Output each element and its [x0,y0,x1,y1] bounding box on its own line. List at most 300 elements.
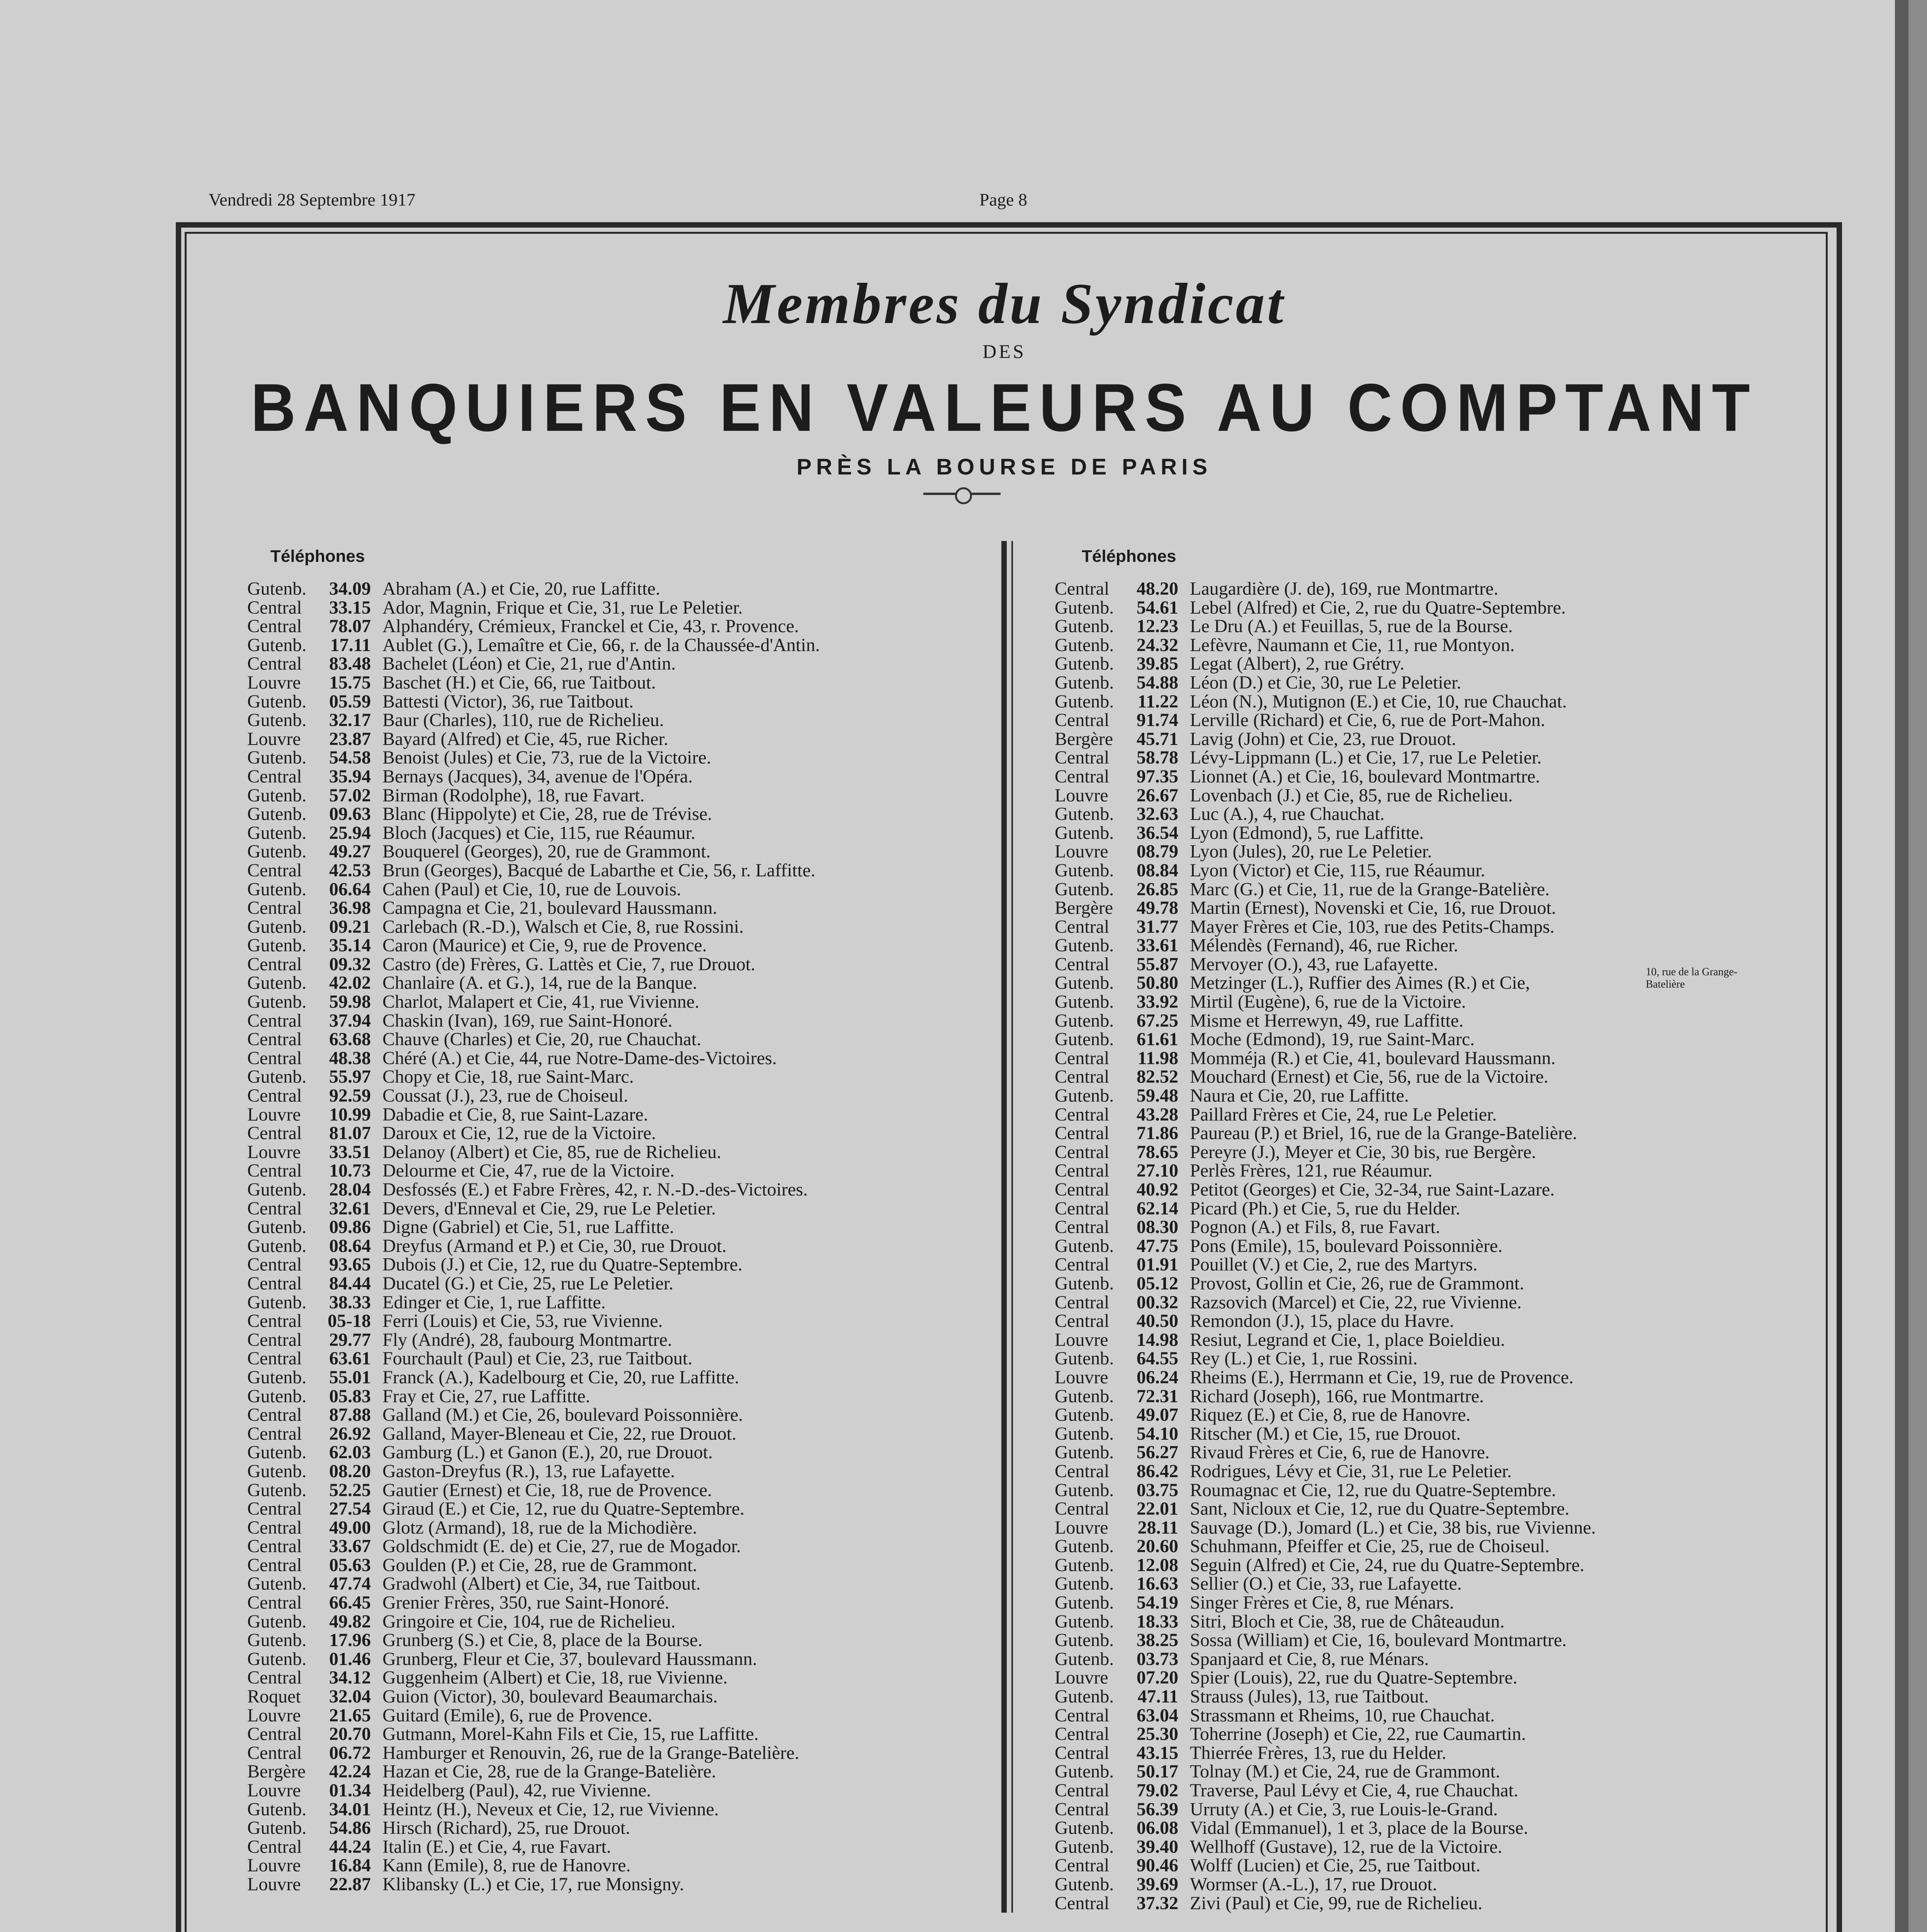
member-number: 49.27 [329,841,371,862]
member-number: 00.32 [1137,1292,1178,1313]
member-number: 35.14 [329,935,371,956]
member-number: 38.33 [329,1292,371,1313]
member-entry: Chopy et Cie, 18, rue Saint-Marc. [382,1066,634,1087]
member-exchange: Central [1055,1461,1110,1481]
member-exchange: Louvre [1055,1517,1108,1538]
member-number: 21.65 [329,1705,371,1726]
member-entry: Sossa (William) et Cie, 16, boulevard Montmartre. [1190,1630,1567,1651]
member-row [247,1143,820,1162]
member-row [247,1312,820,1331]
member-number: 05.83 [329,1386,371,1406]
member-entry: Bachelet (Léon) et Cie, 21, rue d'Antin. [382,653,676,674]
member-exchange: Gutenb. [1055,1386,1114,1406]
member-exchange: Gutenb. [1055,1818,1114,1838]
member-row [247,711,820,730]
member-exchange: Central [1055,1104,1110,1125]
member-number: 49.00 [329,1517,371,1538]
member-number: 93.65 [329,1254,371,1275]
member-number: 26.67 [1137,785,1178,806]
member-entry: Léon (D.) et Cie, 30, rue Le Peletier. [1190,672,1461,693]
member-entry: Aublet (G.), Lemaître et Cie, 66, r. de la Chaussée-d'Antin. [382,634,820,655]
member-row [1055,748,1596,767]
member-exchange: Central [247,1667,302,1688]
member-exchange: Gutenb. [1055,1405,1114,1425]
member-entry: Grunberg (S.) et Cie, 8, place de la Bourse. [382,1630,703,1651]
member-exchange: Central [1055,1724,1110,1745]
member-number: 54.88 [1137,672,1178,693]
member-exchange: Louvre [1055,785,1108,806]
member-exchange: Gutenb. [247,1648,307,1669]
member-row [1055,1180,1596,1199]
member-row [1055,1068,1596,1087]
member-number: 83.48 [329,653,371,674]
telephones-label-left: Téléphones [270,547,365,566]
member-row [1055,1368,1596,1387]
member-exchange: Gutenb. [1055,1630,1114,1651]
member-number: 33.92 [1137,992,1178,1012]
member-row [1055,617,1596,636]
member-exchange: Central [247,954,302,975]
member-number: 09.32 [329,954,371,975]
member-entry: Legat (Albert), 2, rue Grétry. [1190,653,1405,674]
member-row [1055,1406,1596,1425]
member-exchange: Gutenb. [247,1292,307,1313]
member-number: 58.78 [1137,747,1178,768]
member-number: 81.07 [329,1123,371,1144]
member-exchange: Gutenb. [1055,1536,1114,1557]
member-number: 23.87 [329,728,371,749]
member-entry: Rheims (E.), Herrmann et Cie, 19, rue de Provence. [1190,1367,1574,1388]
member-number: 20.60 [1137,1536,1178,1557]
member-entry: Cahen (Paul) et Cie, 10, rue de Louvois. [382,879,681,900]
member-exchange: Gutenb. [247,634,307,655]
member-number: 27.54 [329,1498,371,1519]
member-number: 63.04 [1137,1705,1178,1726]
member-number: 71.86 [1137,1123,1178,1144]
member-row [247,767,820,786]
member-entry: Daroux et Cie, 12, rue de la Victoire. [382,1123,656,1144]
member-entry: Ferri (Louis) et Cie, 53, rue Vivienne. [382,1311,663,1332]
member-entry: Lyon (Edmond), 5, rue Laffitte. [1190,822,1424,843]
member-number: 22.87 [329,1874,371,1895]
member-number: 32.17 [329,710,371,731]
member-exchange: Central [1055,1141,1110,1162]
member-exchange: Central [247,1517,302,1538]
member-exchange: Central [1055,1311,1110,1332]
member-exchange: Gutenb. [1055,1085,1114,1106]
member-exchange: Gutenb. [1055,1348,1114,1369]
member-row [1055,1875,1596,1894]
member-number: 82.52 [1137,1066,1178,1087]
member-row [247,824,820,843]
member-number: 31.77 [1137,916,1178,937]
member-row [247,1500,820,1519]
member-entry: Sellier (O.) et Cie, 33, rue Lafayette. [1190,1573,1462,1594]
member-entry: Chauve (Charles) et Cie, 20, rue Chauchat. [382,1029,702,1050]
member-number: 62.14 [1137,1198,1178,1219]
member-entry: Pereyre (J.), Meyer et Cie, 30 bis, rue Bergère. [1190,1141,1536,1162]
member-entry: Lebel (Alfred) et Cie, 2, rue du Quatre-Septembre. [1190,597,1566,618]
member-entry: Rey (L.) et Cie, 1, rue Rossini. [1190,1348,1418,1369]
member-row [247,1406,820,1425]
column-divider [1001,541,1007,1913]
member-number: 59.48 [1137,1085,1178,1106]
member-exchange: Central [247,898,302,918]
member-row [1055,1387,1596,1406]
member-entry: Hirsch (Richard), 25, rue Drouot. [382,1818,630,1838]
member-exchange: Central [247,1498,302,1519]
member-entry: Lefèvre, Naumann et Cie, 11, rue Montyon. [1190,634,1515,655]
member-row [1055,1425,1596,1444]
member-exchange: Gutenb. [247,1442,307,1463]
member-entry: Ador, Magnin, Frique et Cie, 31, rue Le Peletier. [382,597,743,618]
member-row [247,1631,820,1650]
member-exchange: Gutenb. [1055,1836,1114,1857]
member-row [247,1068,820,1087]
member-entry: Dubois (J.) et Cie, 12, rue du Quatre-Septembre. [382,1254,743,1275]
member-number: 55.97 [329,1066,371,1087]
member-row [1055,1462,1596,1481]
member-number: 33.51 [329,1141,371,1162]
member-number: 08.84 [1137,860,1178,881]
member-exchange: Central [1055,1179,1110,1200]
member-number: 08.79 [1137,841,1178,862]
member-exchange: Louvre [247,1780,301,1801]
member-exchange: Bergère [1055,728,1113,749]
member-entry: Giraud (E.) et Cie, 12, rue du Quatre-Septembre. [382,1498,745,1519]
member-row [247,1274,820,1293]
member-exchange: Central [247,1273,302,1294]
member-number: 36.54 [1137,822,1178,843]
member-entry: Grenier Frères, 350, rue Saint-Honoré. [382,1592,670,1613]
member-exchange: Central [247,653,302,674]
member-entry: Chéré (A.) et Cie, 44, rue Notre-Dame-des-Victoires. [382,1048,777,1068]
member-row [247,1293,820,1312]
member-entry: Baur (Charles), 110, rue de Richelieu. [382,710,664,731]
member-exchange: Gutenb. [1055,1235,1114,1256]
member-row [1055,1781,1596,1800]
member-number: 44.24 [329,1836,371,1857]
member-number: 55.01 [329,1367,371,1388]
member-number: 07.20 [1137,1667,1178,1688]
member-entry: Dabadie et Cie, 8, rue Saint-Lazare. [382,1104,648,1125]
member-number: 09.63 [329,804,371,825]
member-exchange: Gutenb. [1055,973,1114,993]
member-number: 43.28 [1137,1104,1178,1125]
member-number: 06.24 [1137,1367,1178,1388]
member-entry: Momméja (R.) et Cie, 41, boulevard Haussmann. [1190,1048,1556,1068]
title-ornament [923,493,1001,495]
member-entry: Goulden (P.) et Cie, 28, rue de Grammont. [382,1554,697,1575]
member-number: 33.61 [1137,935,1178,956]
member-row [247,1556,820,1575]
member-number: 20.70 [329,1724,371,1745]
member-row [247,1331,820,1350]
member-entry: Luc (A.), 4, rue Chauchat. [1190,804,1385,825]
member-row [1055,993,1596,1012]
member-entry: Wolff (Lucien) et Cie, 25, rue Taitbout. [1190,1855,1481,1876]
member-exchange: Central [1055,1855,1110,1876]
member-row [247,1387,820,1406]
member-entry: Hazan et Cie, 28, rue de la Grange-Batelière. [382,1761,716,1782]
member-exchange: Central [1055,1217,1110,1238]
member-entry: Lionnet (A.) et Cie, 16, boulevard Montmartre. [1190,766,1540,787]
member-exchange: Gutenb. [1055,1273,1114,1294]
member-exchange: Gutenb. [247,822,307,843]
member-exchange: Gutenb. [1055,822,1114,843]
member-row [1055,1612,1596,1631]
member-entry: Mélendès (Fernand), 46, rue Richer. [1190,935,1458,956]
member-entry: Sauvage (D.), Jomard (L.) et Cie, 38 bis, rue Vivienne. [1190,1517,1596,1538]
member-exchange: Gutenb. [247,691,307,712]
member-entry: Dreyfus (Armand et P.) et Cie, 30, rue Drouot. [382,1235,727,1256]
member-number: 32.61 [329,1198,371,1219]
member-entry: Kann (Emile), 8, rue de Hanovre. [382,1855,631,1876]
member-number: 43.15 [1137,1742,1178,1763]
member-exchange: Gutenb. [1055,992,1114,1012]
member-number: 15.75 [329,672,371,693]
member-entry: Galland (M.) et Cie, 26, boulevard Poissonnière. [382,1405,743,1425]
member-entry: Lavig (John) et Cie, 23, rue Drouot. [1190,728,1456,749]
member-exchange: Central [1055,1799,1110,1820]
page-edge-shadow [1908,0,1927,1932]
member-row [247,918,820,937]
member-exchange: Louvre [247,1874,301,1895]
member-exchange: Central [1055,1048,1110,1068]
member-entry: Delourme et Cie, 47, rue de la Victoire. [382,1160,675,1181]
member-entry: Gutmann, Morel-Kahn Fils et Cie, 15, rue Laffitte. [382,1724,759,1745]
member-entry: Digne (Gabriel) et Cie, 51, rue Laffitte. [382,1217,674,1238]
member-entry: Ritscher (M.) et Cie, 15, rue Drouot. [1190,1423,1461,1444]
member-number: 78.65 [1137,1141,1178,1162]
member-exchange: Central [247,1029,302,1050]
member-number: 47.75 [1137,1235,1178,1256]
member-entry: Wellhoff (Gustave), 12, rue de la Victoire. [1190,1836,1502,1857]
title-main: BANQUIERS EN VALEURS AU COMPTANT [251,370,1758,446]
member-entry: Heintz (H.), Neveux et Cie, 12, rue Vivienne. [382,1799,719,1820]
member-number: 62.03 [329,1442,371,1463]
member-row [1055,1744,1596,1763]
member-entry: Hamburger et Renouvin, 26, rue de la Grange-Batelière. [382,1742,799,1763]
member-number: 05.59 [329,691,371,712]
member-row [1055,1087,1596,1105]
member-row [1055,1199,1596,1218]
member-entry: Italin (E.) et Cie, 4, rue Favart. [382,1836,611,1857]
member-entry: Mouchard (Ernest) et Cie, 56, rue de la Victoire. [1190,1066,1548,1087]
member-row [247,1706,820,1725]
member-exchange: Louvre [1055,1667,1108,1688]
member-number: 17.96 [329,1630,371,1651]
member-exchange: Central [1055,1254,1110,1275]
member-number: 28.04 [329,1179,371,1200]
member-row [1055,599,1596,617]
member-entry: Petitot (Georges) et Cie, 32-34, rue Saint-Lazare. [1190,1179,1555,1200]
member-row [1055,1443,1596,1462]
member-row [1055,580,1596,599]
member-row [1055,636,1596,655]
member-number: 84.44 [329,1273,371,1294]
member-exchange: Central [247,1554,302,1575]
member-row [1055,1819,1596,1838]
member-row [247,955,820,974]
member-number: 54.86 [329,1818,371,1838]
member-row [247,692,820,711]
member-exchange: Central [1055,766,1110,787]
member-number: 27.10 [1137,1160,1178,1181]
member-entry: Strassmann et Rheims, 10, rue Chauchat. [1190,1705,1495,1726]
member-row [247,936,820,955]
member-row [1055,899,1596,918]
member-exchange: Central [1055,954,1110,975]
member-entry: Naura et Cie, 20, rue Laffitte. [1190,1085,1409,1106]
member-entry: Edinger et Cie, 1, rue Laffitte. [382,1292,606,1313]
member-number: 40.50 [1137,1311,1178,1332]
member-exchange: Central [247,1198,302,1219]
member-entry: Moche (Edmond), 19, rue Saint-Marc. [1190,1029,1475,1050]
member-number: 26.92 [329,1423,371,1444]
member-exchange: Gutenb. [247,1066,307,1087]
members-list-left [247,580,820,1894]
member-row [247,673,820,692]
member-number: 45.71 [1137,728,1178,749]
column-divider-thin [1011,541,1013,1913]
member-exchange: Gutenb. [1055,691,1114,712]
member-row [1055,880,1596,899]
member-row [247,1650,820,1669]
member-row [1055,767,1596,786]
member-row [247,1462,820,1481]
member-number: 18.33 [1137,1611,1178,1632]
member-number: 06.08 [1137,1818,1178,1838]
member-exchange: Louvre [247,672,301,693]
member-number: 12.23 [1137,616,1178,637]
member-row [1055,1800,1596,1819]
member-entry: Klibansky (L.) et Cie, 17, rue Monsigny. [382,1874,684,1895]
member-number: 09.21 [329,916,371,937]
member-exchange: Gutenb. [247,1611,307,1632]
member-exchange: Louvre [247,728,301,749]
member-exchange: Gutenb. [247,1480,307,1500]
member-entry: Marc (G.) et Cie, 11, rue de la Grange-Batelière. [1190,879,1550,900]
member-number: 10.73 [329,1160,371,1181]
member-entry: Toherrine (Joseph) et Cie, 22, rue Caumartin. [1190,1724,1526,1745]
member-number: 39.69 [1137,1874,1178,1895]
member-exchange: Roquet [247,1686,301,1707]
member-number: 14.98 [1137,1329,1178,1350]
member-row [247,1087,820,1105]
member-number: 36.98 [329,898,371,918]
member-entry: Remondon (J.), 15, place du Havre. [1190,1311,1454,1332]
member-number: 38.25 [1137,1630,1178,1651]
member-entry: Grunberg, Fleur et Cie, 37, boulevard Haussmann. [382,1648,757,1669]
member-row [1055,1631,1596,1650]
member-row [247,1218,820,1237]
member-entry: Pognon (A.) et Fils, 8, rue Favart. [1190,1217,1440,1238]
member-row [247,1725,820,1744]
member-entry: Birman (Rodolphe), 18, rue Favart. [382,785,645,806]
member-number: 40.92 [1137,1179,1178,1200]
member-number: 28.11 [1137,1517,1178,1538]
member-exchange: Gutenb. [247,710,307,731]
member-exchange: Gutenb. [1055,1592,1114,1613]
member-exchange: Louvre [1055,1367,1108,1388]
member-number: 29.77 [329,1329,371,1350]
member-entry: Laugardière (J. de), 169, rue Montmartre. [1190,578,1499,599]
member-entry: Tolnay (M.) et Cie, 24, rue de Grammont. [1190,1761,1500,1782]
member-number: 25.94 [329,822,371,843]
member-exchange: Gutenb. [247,841,307,862]
member-exchange: Gutenb. [1055,1423,1114,1444]
member-row [247,1105,820,1124]
member-exchange: Gutenb. [1055,1686,1114,1707]
member-row [1055,1838,1596,1857]
member-row [247,1481,820,1500]
member-row [1055,673,1596,692]
member-entry: Sant, Nicloux et Cie, 12, rue du Quatre-Septembre. [1190,1498,1570,1519]
member-exchange: Louvre [1055,841,1108,862]
member-entry: Caron (Maurice) et Cie, 9, rue de Provence. [382,935,707,956]
member-number: 34.12 [329,1667,371,1688]
member-entry: Brun (Georges), Bacqué de Labarthe et Cie, 56, r. Laffitte. [382,860,816,881]
member-row [1055,842,1596,861]
member-exchange: Central [247,860,302,881]
member-number: 42.53 [329,860,371,881]
member-number: 61.61 [1137,1029,1178,1050]
member-row [247,1425,820,1444]
member-exchange: Gutenb. [247,1799,307,1820]
member-row [1055,955,1596,974]
member-entry: Guion (Victor), 30, boulevard Beaumarchais. [382,1686,718,1707]
member-row [1055,1012,1596,1031]
member-entry: Martin (Ernest), Novenski et Cie, 16, rue Drouot. [1190,898,1556,918]
member-row [247,1575,820,1594]
member-exchange: Gutenb. [1055,804,1114,825]
member-number: 37.94 [329,1010,371,1031]
member-number: 08.64 [329,1235,371,1256]
member-entry: Richard (Joseph), 166, rue Montmartre. [1190,1386,1484,1406]
member-entry: Lerville (Richard) et Cie, 6, rue de Port-Mahon. [1190,710,1545,731]
member-row [1055,861,1596,880]
member-row [1055,1575,1596,1594]
member-number: 34.01 [329,1799,371,1820]
member-exchange: Central [247,1423,302,1444]
member-entry: Bernays (Jacques), 34, avenue de l'Opéra. [382,766,693,787]
member-row [1055,1594,1596,1612]
member-entry: Misme et Herrewyn, 49, rue Laffitte. [1190,1010,1464,1031]
member-exchange: Gutenb. [1055,1874,1114,1895]
member-number: 08.30 [1137,1217,1178,1238]
member-entry: Blanc (Hippolyte) et Cie, 28, rue de Trévise. [382,804,712,825]
member-entry: Razsovich (Marcel) et Cie, 22, rue Vivienne. [1190,1292,1522,1313]
member-exchange: Gutenb. [1055,1611,1114,1632]
member-exchange: Gutenb. [247,1630,307,1651]
member-row [1055,974,1596,993]
member-row [247,993,820,1012]
member-row [247,1762,820,1781]
member-exchange: Gutenb. [1055,653,1114,674]
title-line1: Membres du Syndicat [723,272,1286,336]
member-row [1055,1105,1596,1124]
member-number: 47.74 [329,1573,371,1594]
member-row [1055,1668,1596,1687]
member-number: 33.67 [329,1536,371,1557]
member-exchange: Gutenb. [247,1386,307,1406]
member-entry: Baschet (H.) et Cie, 66, rue Taitbout. [382,672,656,693]
member-entry: Schuhmann, Pfeiffer et Cie, 25, rue de Choiseul. [1190,1536,1550,1557]
member-row [247,1443,820,1462]
member-entry: Abraham (A.) et Cie, 20, rue Laffitte. [382,578,660,599]
member-exchange: Central [247,1254,302,1275]
